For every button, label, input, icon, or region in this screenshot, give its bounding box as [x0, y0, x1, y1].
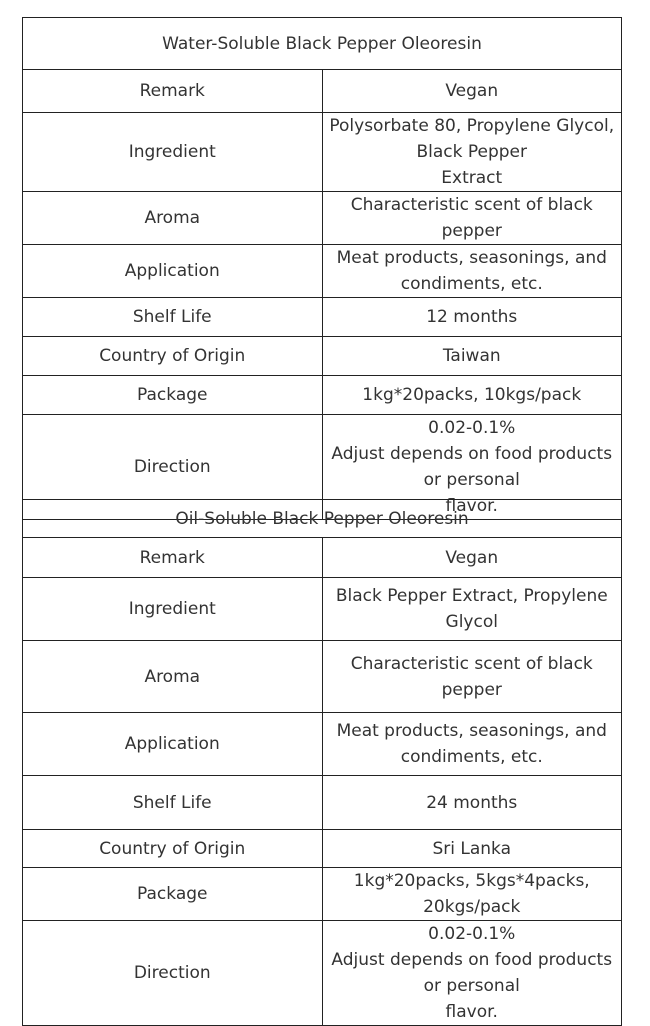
row-value	[322, 578, 622, 641]
row-label: Direction	[23, 415, 323, 520]
row-value	[322, 538, 622, 578]
table-row	[23, 113, 622, 192]
row-value-line: 12 months	[426, 307, 518, 327]
row-value-line: Sri Lanka	[432, 838, 512, 859]
row-value-line: 1kg*20packs, 10kgs/pack	[362, 385, 582, 405]
table-row	[23, 713, 622, 776]
row-label: Aroma	[23, 641, 323, 713]
table-row	[23, 70, 622, 113]
row-value	[322, 776, 622, 830]
table-title-row	[23, 18, 622, 70]
row-value-line: Taiwan	[442, 346, 501, 366]
spec-table-water-soluble	[22, 17, 622, 520]
table-row	[23, 921, 622, 1026]
row-value	[322, 192, 622, 245]
row-label: Application	[23, 713, 323, 776]
row-value	[322, 641, 622, 713]
row-label: Remark	[23, 70, 323, 113]
row-value-line: 0.02-0.1%	[428, 418, 516, 438]
table-title: Oil-Soluble Black Pepper Oleoresin	[23, 500, 622, 538]
row-label: Shelf Life	[23, 298, 323, 337]
row-value-line: Meat products, seasonings, and condiments, etc.	[336, 721, 607, 767]
row-value-line: Adjust depends on food products or personal	[331, 950, 613, 996]
row-value-line: Polysorbate 80, Propylene Glycol, Black Pepper	[329, 116, 615, 162]
table-row	[23, 830, 622, 868]
row-value	[322, 337, 622, 376]
row-value-line: Characteristic scent of black pepper	[350, 653, 593, 700]
row-value-line: Black Pepper Extract, Propylene Glycol	[335, 586, 608, 632]
table-row	[23, 376, 622, 415]
row-label: Direction	[23, 921, 323, 1026]
table-row	[23, 192, 622, 245]
row-value	[322, 868, 622, 921]
row-value-line: 24 months	[426, 792, 518, 813]
row-label: Package	[23, 376, 323, 415]
table-title: Water-Soluble Black Pepper Oleoresin	[23, 18, 622, 70]
row-value-line: 0.02-0.1%	[428, 924, 516, 944]
row-value	[322, 830, 622, 868]
table-row	[23, 298, 622, 337]
table-row	[23, 868, 622, 921]
table-row	[23, 245, 622, 298]
row-value-line: Adjust depends on food products or personal	[331, 444, 613, 490]
row-label: Ingredient	[23, 113, 323, 192]
row-label: Country of Origin	[23, 337, 323, 376]
row-label: Package	[23, 868, 323, 921]
row-value-line: Characteristic scent of black pepper	[350, 195, 593, 241]
row-value	[322, 245, 622, 298]
row-value-line: flavor.	[445, 496, 498, 516]
row-value-line: Vegan	[445, 81, 499, 101]
table-row	[23, 641, 622, 713]
table-row	[23, 776, 622, 830]
row-value-line: Meat products, seasonings, and condiments, etc.	[336, 248, 607, 294]
row-value	[322, 70, 622, 113]
row-value	[322, 713, 622, 776]
table-title-row	[23, 500, 622, 538]
spec-table-oil-soluble	[22, 499, 622, 1026]
row-value-line: flavor.	[445, 1002, 498, 1022]
table-row	[23, 538, 622, 578]
row-value-line: Vegan	[445, 547, 499, 568]
row-value	[322, 921, 622, 1026]
row-label: Remark	[23, 538, 323, 578]
row-value	[322, 376, 622, 415]
table-row	[23, 578, 622, 641]
row-value-line: 1kg*20packs, 5kgs*4packs, 20kgs/pack	[353, 871, 590, 917]
table-row	[23, 337, 622, 376]
row-label: Application	[23, 245, 323, 298]
row-value	[322, 298, 622, 337]
row-label: Ingredient	[23, 578, 323, 641]
row-label: Shelf Life	[23, 776, 323, 830]
row-label: Aroma	[23, 192, 323, 245]
row-label: Country of Origin	[23, 830, 323, 868]
row-value-line: Extract	[441, 168, 503, 188]
row-value	[322, 113, 622, 192]
